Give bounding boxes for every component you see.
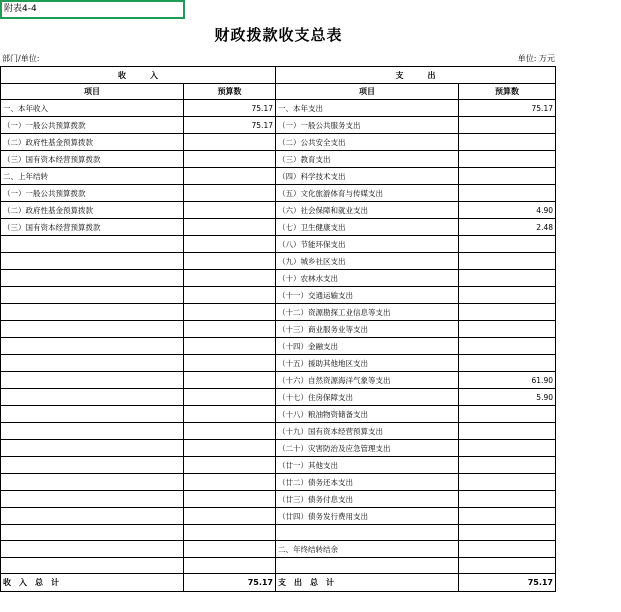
table-row	[1, 338, 556, 355]
income-budget-cell[interactable]: 75.17	[184, 117, 276, 134]
expense-item-cell[interactable]: （三）教育支出	[276, 151, 459, 168]
table-row	[1, 134, 556, 151]
income-header: 收 入	[1, 67, 276, 84]
income-item-cell[interactable]	[1, 372, 184, 389]
income-budget-cell[interactable]	[184, 304, 276, 321]
expense-budget-cell[interactable]	[459, 491, 556, 508]
expense-budget-cell[interactable]	[459, 304, 556, 321]
expense-item-cell[interactable]: （七）卫生健康支出	[276, 219, 459, 236]
income-item-cell[interactable]	[1, 491, 184, 508]
income-budget-cell[interactable]	[184, 270, 276, 287]
income-budget-cell[interactable]	[184, 236, 276, 253]
expense-item-cell[interactable]: （十六）自然资源海洋气象等支出	[276, 372, 459, 389]
expense-item-cell[interactable]: （五）文化旅游体育与传媒支出	[276, 185, 459, 202]
table-row	[1, 491, 556, 508]
income-budget-header: 预算数	[184, 84, 276, 100]
expense-budget-cell[interactable]: 4.90	[459, 202, 556, 219]
income-budget-cell[interactable]	[184, 202, 276, 219]
income-budget-cell[interactable]	[184, 457, 276, 474]
selected-cell-a1[interactable]: 附表4-4	[0, 0, 185, 19]
expense-item-cell[interactable]: （九）城乡社区支出	[276, 253, 459, 270]
table-row	[1, 219, 556, 236]
expense-budget-cell[interactable]	[459, 151, 556, 168]
income-budget-cell[interactable]	[184, 541, 276, 558]
expense-budget-cell[interactable]: 5.90	[459, 389, 556, 406]
table-row	[1, 151, 556, 168]
expense-budget-cell[interactable]	[459, 457, 556, 474]
expense-budget-cell[interactable]	[459, 287, 556, 304]
expense-item-cell[interactable]: （十二）资源勘探工业信息等支出	[276, 304, 459, 321]
income-item-cell[interactable]	[1, 287, 184, 304]
expense-budget-cell[interactable]: 61.90	[459, 372, 556, 389]
income-budget-cell[interactable]	[184, 151, 276, 168]
expense-item-cell[interactable]	[276, 558, 459, 574]
expense-item-cell[interactable]: （六）社会保障和就业支出	[276, 202, 459, 219]
header-row-columns	[1, 84, 556, 100]
income-budget-cell[interactable]	[184, 219, 276, 236]
expense-item-header: 项目	[276, 84, 459, 100]
page-title: 财政拨款收支总表	[214, 26, 343, 44]
expense-item-cell[interactable]: 二、年终结转结余	[276, 541, 459, 558]
totals-row	[1, 574, 556, 592]
income-item-cell[interactable]	[1, 558, 184, 574]
income-item-cell[interactable]	[1, 508, 184, 525]
table-row	[1, 321, 556, 338]
expense-budget-cell[interactable]	[459, 440, 556, 457]
income-budget-cell[interactable]	[184, 355, 276, 372]
income-item-cell[interactable]	[1, 440, 184, 457]
income-budget-cell[interactable]	[184, 321, 276, 338]
income-budget-cell[interactable]	[184, 253, 276, 270]
expense-item-cell[interactable]: （十五）援助其他地区支出	[276, 355, 459, 372]
income-item-cell[interactable]	[1, 423, 184, 440]
income-item-cell[interactable]: （二）政府性基金预算拨款	[1, 134, 184, 151]
table-row	[1, 100, 556, 117]
expense-total-value[interactable]: 75.17	[459, 574, 556, 592]
income-budget-cell[interactable]	[184, 525, 276, 541]
income-budget-cell[interactable]	[184, 134, 276, 151]
expense-budget-cell[interactable]	[459, 321, 556, 338]
table-row	[1, 508, 556, 525]
expense-item-cell[interactable]: （八）节能环保支出	[276, 236, 459, 253]
income-budget-cell[interactable]	[184, 389, 276, 406]
table-row	[1, 270, 556, 287]
expense-item-cell[interactable]: （廿四）债务发行费用支出	[276, 508, 459, 525]
expense-item-cell[interactable]: （十四）金融支出	[276, 338, 459, 355]
income-budget-cell[interactable]: 75.17	[184, 100, 276, 117]
expense-budget-cell[interactable]	[459, 541, 556, 558]
table-row	[1, 423, 556, 440]
budget-table	[0, 66, 556, 592]
table-row	[1, 304, 556, 321]
table-row	[1, 236, 556, 253]
expense-budget-cell[interactable]	[459, 508, 556, 525]
expense-item-cell[interactable]: （廿一）其他支出	[276, 457, 459, 474]
income-item-header: 项目	[1, 84, 184, 100]
expense-budget-cell[interactable]	[459, 406, 556, 423]
expense-item-cell[interactable]: （十七）住房保障支出	[276, 389, 459, 406]
income-budget-cell[interactable]	[184, 372, 276, 389]
expense-item-cell[interactable]: （二）公共安全支出	[276, 134, 459, 151]
expense-budget-header: 预算数	[459, 84, 556, 100]
table-row	[1, 389, 556, 406]
expense-budget-cell[interactable]	[459, 525, 556, 541]
income-item-cell[interactable]	[1, 406, 184, 423]
department-label: 部门/单位:	[2, 54, 40, 63]
expense-total-label[interactable]: 支 出 总 计	[276, 574, 459, 592]
income-item-cell[interactable]: （一）一般公共预算拨款	[1, 117, 184, 134]
expense-budget-cell[interactable]: 75.17	[459, 100, 556, 117]
expense-item-cell[interactable]	[276, 525, 459, 541]
unit-label: 单位: 万元	[517, 54, 555, 63]
income-item-cell[interactable]	[1, 270, 184, 287]
income-item-cell[interactable]: （二）政府性基金预算拨款	[1, 202, 184, 219]
income-budget-cell[interactable]	[184, 491, 276, 508]
income-item-cell[interactable]	[1, 541, 184, 558]
expense-budget-cell[interactable]	[459, 355, 556, 372]
expense-budget-cell[interactable]	[459, 474, 556, 491]
table-row	[1, 525, 556, 541]
table-row	[1, 287, 556, 304]
income-item-cell[interactable]	[1, 236, 184, 253]
table-row	[1, 355, 556, 372]
income-item-cell[interactable]: （三）国有资本经营预算拨款	[1, 219, 184, 236]
income-item-cell[interactable]: （三）国有资本经营预算拨款	[1, 151, 184, 168]
income-item-cell[interactable]	[1, 389, 184, 406]
expense-item-cell[interactable]: （一）一般公共服务支出	[276, 117, 459, 134]
expense-item-cell[interactable]: （十八）粮油物资储备支出	[276, 406, 459, 423]
table-row	[1, 372, 556, 389]
table-row	[1, 558, 556, 574]
income-item-cell[interactable]	[1, 321, 184, 338]
income-budget-cell[interactable]	[184, 423, 276, 440]
expense-budget-cell[interactable]	[459, 270, 556, 287]
income-item-cell[interactable]	[1, 253, 184, 270]
table-row	[1, 474, 556, 491]
expense-budget-cell[interactable]	[459, 558, 556, 574]
expense-item-cell[interactable]: 一、本年支出	[276, 100, 459, 117]
table-row	[1, 541, 556, 558]
expense-budget-cell[interactable]: 2.48	[459, 219, 556, 236]
table-row	[1, 457, 556, 474]
header-row-sections	[1, 67, 556, 84]
expense-budget-cell[interactable]	[459, 185, 556, 202]
income-item-cell[interactable]: 一、本年收入	[1, 100, 184, 117]
expense-item-cell[interactable]: （十）农林水支出	[276, 270, 459, 287]
expense-item-cell[interactable]: （四）科学技术支出	[276, 168, 459, 185]
table-row	[1, 185, 556, 202]
income-budget-cell[interactable]	[184, 287, 276, 304]
income-item-cell[interactable]	[1, 304, 184, 321]
table-row	[1, 406, 556, 423]
income-budget-cell[interactable]	[184, 558, 276, 574]
table-row	[1, 253, 556, 270]
income-budget-cell[interactable]	[184, 338, 276, 355]
income-item-cell[interactable]: （一）一般公共预算拨款	[1, 185, 184, 202]
income-budget-cell[interactable]	[184, 508, 276, 525]
expense-budget-cell[interactable]	[459, 117, 556, 134]
income-item-cell[interactable]	[1, 338, 184, 355]
expense-item-cell[interactable]: （二十）灾害防治及应急管理支出	[276, 440, 459, 457]
expense-budget-cell[interactable]	[459, 236, 556, 253]
income-total-value[interactable]: 75.17	[184, 574, 276, 592]
table-row	[1, 117, 556, 134]
expense-item-cell[interactable]: （十一）交通运输支出	[276, 287, 459, 304]
expense-item-cell[interactable]: （廿三）债务付息支出	[276, 491, 459, 508]
expense-budget-cell[interactable]	[459, 338, 556, 355]
table-row	[1, 202, 556, 219]
expense-item-cell[interactable]: （十三）商业服务业等支出	[276, 321, 459, 338]
expense-budget-cell[interactable]	[459, 253, 556, 270]
income-item-cell[interactable]	[1, 525, 184, 541]
income-budget-cell[interactable]	[184, 440, 276, 457]
income-budget-cell[interactable]	[184, 185, 276, 202]
income-item-cell[interactable]	[1, 474, 184, 491]
income-budget-cell[interactable]	[184, 474, 276, 491]
expense-header: 支 出	[276, 67, 556, 84]
expense-budget-cell[interactable]	[459, 168, 556, 185]
income-budget-cell[interactable]	[184, 168, 276, 185]
income-total-label[interactable]: 收 入 总 计	[1, 574, 184, 592]
expense-budget-cell[interactable]	[459, 423, 556, 440]
expense-item-cell[interactable]: （十九）国有资本经营预算支出	[276, 423, 459, 440]
expense-budget-cell[interactable]	[459, 134, 556, 151]
income-item-cell[interactable]	[1, 457, 184, 474]
income-item-cell[interactable]	[1, 355, 184, 372]
table-row	[1, 440, 556, 457]
expense-item-cell[interactable]: （廿二）债务还本支出	[276, 474, 459, 491]
income-item-cell[interactable]: 二、上年结转	[1, 168, 184, 185]
income-budget-cell[interactable]	[184, 406, 276, 423]
table-row	[1, 168, 556, 185]
